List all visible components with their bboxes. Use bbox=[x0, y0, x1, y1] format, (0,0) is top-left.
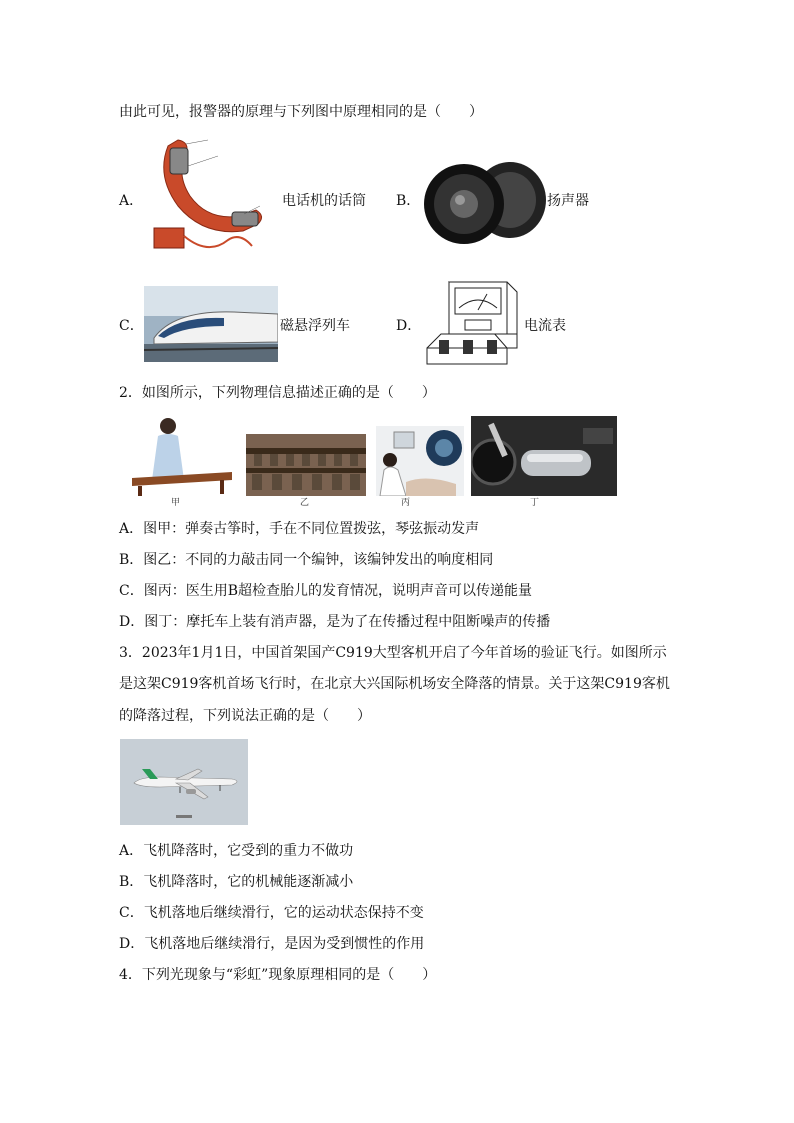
q1-option-a-label: 电话机的话筒 bbox=[282, 193, 366, 209]
q3-option-b: B．飞机降落时，它的机械能逐渐减小 bbox=[119, 874, 354, 890]
q3-stem-line-2: 是这架C919客机首场飞行时，在北京大兴国际机场安全降落的情景。关于这架C919客机 bbox=[119, 676, 670, 692]
q1-option-d-letter: D． bbox=[396, 318, 422, 334]
caption-bing: 丙 bbox=[401, 498, 411, 508]
caption-yi: 乙 bbox=[300, 498, 310, 508]
q1-option-d-label: 电流表 bbox=[524, 318, 566, 334]
q1-option-b-label: 扬声器 bbox=[547, 193, 589, 209]
caption-ding: 丁 bbox=[530, 498, 540, 508]
q4-stem: 4．下列光现象与“彩虹”现象原理相同的是（ ） bbox=[119, 967, 437, 983]
q1-option-c-letter: C． bbox=[119, 318, 144, 334]
telephone-handset-image bbox=[148, 136, 278, 264]
q3-option-d: D．飞机落地后继续滑行，是因为受到惯性的作用 bbox=[119, 936, 425, 952]
speaker-image bbox=[418, 160, 548, 244]
maglev-train-image bbox=[144, 286, 278, 362]
q3-option-c: C．飞机落地后继续滑行，它的运动状态保持不变 bbox=[119, 905, 424, 921]
q1-option-a-letter: A． bbox=[119, 193, 144, 209]
ultrasound-image bbox=[376, 426, 464, 496]
q2-option-c: C．图丙：医生用B超检查胎儿的发育情况，说明声音可以传递能量 bbox=[119, 583, 532, 599]
q2-option-d: D．图丁：摩托车上装有消声器，是为了在传播过程中阻断噪声的传播 bbox=[119, 614, 551, 630]
caption-jia: 甲 bbox=[171, 498, 181, 508]
c919-plane-image bbox=[120, 739, 248, 825]
q3-option-a: A．飞机降落时，它受到的重力不做功 bbox=[119, 843, 354, 859]
q3-stem-line-3: 的降落过程，下列说法正确的是（ ） bbox=[119, 708, 371, 724]
guzheng-image bbox=[128, 414, 234, 498]
q1-option-c-label: 磁悬浮列车 bbox=[280, 318, 350, 334]
chime-bells-image bbox=[246, 434, 366, 496]
q2-option-a: A．图甲：弹奏古筝时，手在不同位置拨弦，琴弦振动发声 bbox=[119, 521, 480, 537]
q3-stem-line-1: 3．2023年1月1日，中国首架国产C919大型客机开启了今年首场的验证飞行。如图所示 bbox=[119, 645, 667, 661]
q2-stem: 2．如图所示，下列物理信息描述正确的是（ ） bbox=[119, 385, 436, 401]
motorcycle-muffler-image bbox=[471, 416, 617, 496]
q2-option-b: B．图乙：不同的力敲击同一个编钟，该编钟发出的响度相同 bbox=[119, 552, 494, 568]
ammeter-image bbox=[421, 278, 521, 368]
q1-stem: 由此可见，报警器的原理与下列图中原理相同的是（ ） bbox=[119, 104, 483, 120]
q1-option-b-letter: B． bbox=[396, 193, 421, 209]
